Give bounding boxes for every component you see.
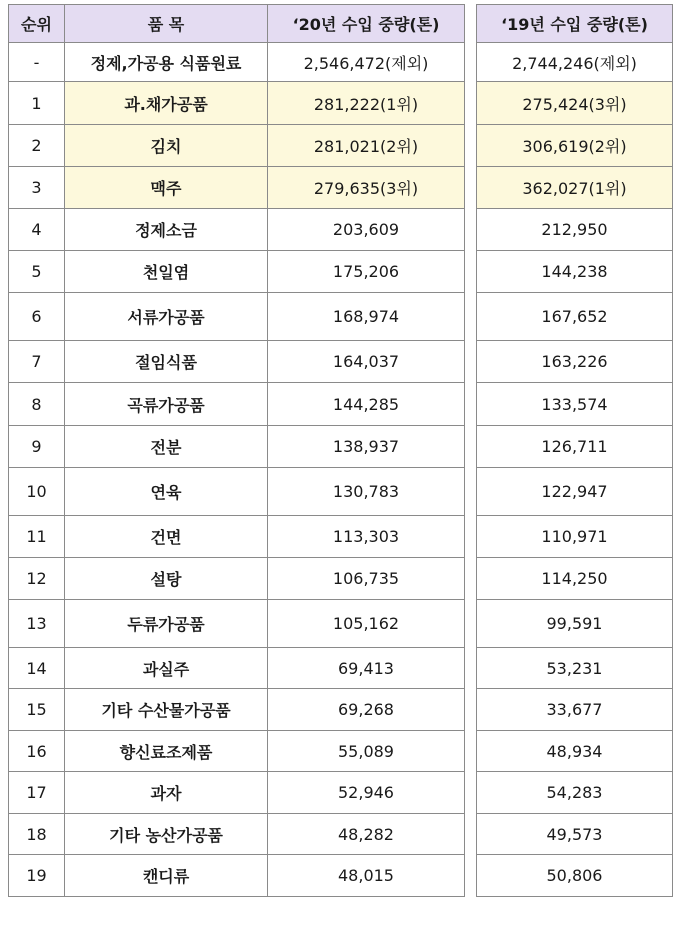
weight-2019-cell: 54,283: [477, 772, 673, 814]
weight-2020-cell: 281,222(1위): [268, 82, 465, 125]
rank-cell: 11: [9, 516, 65, 558]
table-row: [477, 731, 673, 772]
table-row: [9, 689, 465, 731]
weight-2019-cell: 99,591: [477, 600, 673, 648]
table-row: [477, 293, 673, 341]
table-row: [9, 383, 465, 426]
weight-2020-cell: 2,546,472(제외): [268, 43, 465, 82]
weight-2020-cell: 168,974: [268, 293, 465, 341]
item-name-cell: 맥주: [65, 167, 268, 209]
table-row: [9, 167, 465, 209]
item-name-cell: 과.채가공품: [65, 82, 268, 125]
rank-cell: 17: [9, 772, 65, 814]
rank-cell: 3: [9, 167, 65, 209]
item-name-cell: 곡류가공품: [65, 383, 268, 426]
weight-2020-cell: 279,635(3위): [268, 167, 465, 209]
weight-2020-cell: 69,268: [268, 689, 465, 731]
rank-cell: 1: [9, 82, 65, 125]
header-2019-weight: ‘19년 수입 중량(톤): [477, 5, 673, 43]
rank-cell: 12: [9, 558, 65, 600]
table-row: [477, 167, 673, 209]
table-row: [9, 772, 465, 814]
table-row: [477, 516, 673, 558]
header-row: [9, 5, 465, 43]
table-row: [477, 251, 673, 293]
table-row: [477, 341, 673, 383]
table-row: [477, 383, 673, 426]
table-row: [9, 516, 465, 558]
weight-2019-cell: 49,573: [477, 814, 673, 855]
weight-2020-cell: 281,021(2위): [268, 125, 465, 167]
rank-cell: 10: [9, 468, 65, 516]
item-name-cell: 향신료조제품: [65, 731, 268, 772]
weight-2020-cell: 113,303: [268, 516, 465, 558]
weight-2019-cell: 212,950: [477, 209, 673, 251]
rank-cell: 8: [9, 383, 65, 426]
item-name-cell: 절임식품: [65, 341, 268, 383]
table-row: [9, 648, 465, 689]
weight-2019-cell: 126,711: [477, 426, 673, 468]
table-row: [9, 43, 465, 82]
rank-cell: 4: [9, 209, 65, 251]
rank-cell: 9: [9, 426, 65, 468]
rank-cell: -: [9, 43, 65, 82]
rank-cell: 19: [9, 855, 65, 897]
header-row: [477, 5, 673, 43]
table-row: [477, 648, 673, 689]
table-row: [9, 855, 465, 897]
weight-2020-cell: 203,609: [268, 209, 465, 251]
rank-cell: 16: [9, 731, 65, 772]
table-row: [9, 125, 465, 167]
weight-2019-cell: 122,947: [477, 468, 673, 516]
table-row: [477, 689, 673, 731]
weight-2020-cell: 52,946: [268, 772, 465, 814]
item-name-cell: 캔디류: [65, 855, 268, 897]
weight-2019-cell: 163,226: [477, 341, 673, 383]
rank-cell: 6: [9, 293, 65, 341]
weight-2020-cell: 130,783: [268, 468, 465, 516]
table-row: [9, 341, 465, 383]
item-name-cell: 두류가공품: [65, 600, 268, 648]
table-row: [9, 731, 465, 772]
table-row: [477, 82, 673, 125]
weight-2019-cell: 2,744,246(제외): [477, 43, 673, 82]
table-row: [9, 209, 465, 251]
weight-2020-cell: 69,413: [268, 648, 465, 689]
item-name-cell: 김치: [65, 125, 268, 167]
weight-2019-cell: 306,619(2위): [477, 125, 673, 167]
table-row: [477, 468, 673, 516]
item-name-cell: 과실주: [65, 648, 268, 689]
weight-2019-cell: 110,971: [477, 516, 673, 558]
weight-2019-cell: 167,652: [477, 293, 673, 341]
weight-2019-cell: 275,424(3위): [477, 82, 673, 125]
rank-cell: 5: [9, 251, 65, 293]
item-name-cell: 기타 농산가공품: [65, 814, 268, 855]
rank-cell: 15: [9, 689, 65, 731]
weight-2019-cell: 33,677: [477, 689, 673, 731]
item-name-cell: 전분: [65, 426, 268, 468]
header-item: 품 목: [65, 5, 268, 43]
item-name-cell: 서류가공품: [65, 293, 268, 341]
header-rank: 순위: [9, 5, 65, 43]
table-row: [477, 426, 673, 468]
weight-2020-cell: 164,037: [268, 341, 465, 383]
weight-2020-cell: 48,015: [268, 855, 465, 897]
table-row: [9, 468, 465, 516]
table-row: [9, 251, 465, 293]
table-row: [477, 125, 673, 167]
table-row: [9, 814, 465, 855]
rank-cell: 7: [9, 341, 65, 383]
weight-2019-cell: 114,250: [477, 558, 673, 600]
table-row: [477, 814, 673, 855]
weight-2019-cell: 50,806: [477, 855, 673, 897]
item-name-cell: 건면: [65, 516, 268, 558]
table-row: [477, 600, 673, 648]
table-row: [9, 426, 465, 468]
weight-2019-cell: 48,934: [477, 731, 673, 772]
table-row: [9, 600, 465, 648]
weight-2020-cell: 55,089: [268, 731, 465, 772]
weight-2019-cell: 53,231: [477, 648, 673, 689]
import-ranking-table: [8, 4, 465, 897]
item-name-cell: 연육: [65, 468, 268, 516]
table-row: [9, 558, 465, 600]
weight-2019-cell: 362,027(1위): [477, 167, 673, 209]
weight-2019-cell: 133,574: [477, 383, 673, 426]
rank-cell: 14: [9, 648, 65, 689]
table-row: [477, 558, 673, 600]
item-name-cell: 정제,가공용 식품원료: [65, 43, 268, 82]
weight-2020-cell: 105,162: [268, 600, 465, 648]
table-row: [477, 772, 673, 814]
rank-cell: 18: [9, 814, 65, 855]
weight-2020-cell: 48,282: [268, 814, 465, 855]
header-2020-weight: ‘20년 수입 중량(톤): [268, 5, 465, 43]
table-row: [9, 293, 465, 341]
item-name-cell: 과자: [65, 772, 268, 814]
weight-2019-cell: 144,238: [477, 251, 673, 293]
item-name-cell: 천일염: [65, 251, 268, 293]
rank-cell: 2: [9, 125, 65, 167]
weight-2020-cell: 106,735: [268, 558, 465, 600]
weight-2020-cell: 175,206: [268, 251, 465, 293]
table-row: [9, 82, 465, 125]
rank-cell: 13: [9, 600, 65, 648]
table-row: [477, 209, 673, 251]
item-name-cell: 정제소금: [65, 209, 268, 251]
item-name-cell: 설탕: [65, 558, 268, 600]
item-name-cell: 기타 수산물가공품: [65, 689, 268, 731]
weight-2020-cell: 138,937: [268, 426, 465, 468]
table-row: [477, 43, 673, 82]
weight-2020-cell: 144,285: [268, 383, 465, 426]
import-2019-table: [476, 4, 673, 897]
table-row: [477, 855, 673, 897]
